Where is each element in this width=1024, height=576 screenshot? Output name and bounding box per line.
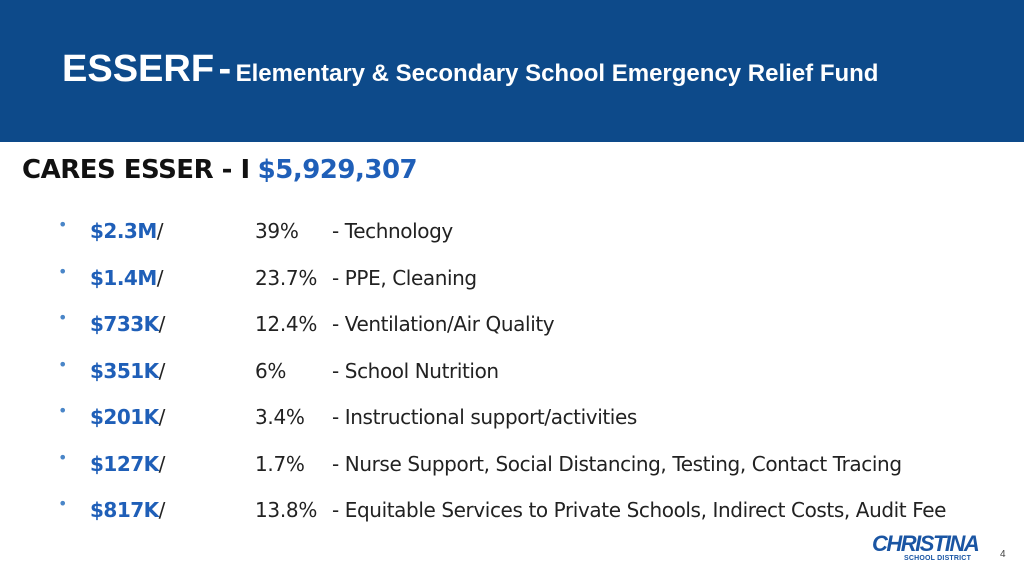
item-category: - Equitable Services to Private Schools, Indirect Costs, Audit Fee — [332, 498, 947, 522]
bullet-icon: • — [58, 308, 68, 327]
bullet-icon: • — [58, 447, 68, 467]
item-percent: 6% — [255, 358, 287, 383]
bullet-icon: • — [58, 401, 68, 420]
list-item — [0, 349, 1024, 396]
logo-subtext: SCHOOL DISTRICT — [904, 555, 972, 562]
bullet-icon: • — [58, 261, 68, 281]
title-acronym: ESSERF — [62, 48, 215, 90]
item-percent: 23.7% — [255, 265, 318, 290]
bullet-icon: • — [58, 354, 68, 374]
header-bar — [0, 0, 1024, 142]
item-percent: 39% — [255, 219, 299, 243]
item-category: - Nurse Support, Social Distancing, Testing, Contact Tracing — [332, 451, 902, 476]
district-logo — [872, 533, 988, 567]
item-category: - Ventilation/Air Quality — [332, 312, 555, 336]
logo-wordmark: CHRISTINA — [872, 531, 979, 556]
item-category: - Technology — [332, 219, 453, 243]
item-category: - PPE, Cleaning — [332, 265, 477, 290]
list-item — [0, 395, 1024, 442]
item-category: - Instructional support/activities — [332, 405, 637, 429]
item-category: - School Nutrition — [332, 358, 499, 383]
section-heading — [22, 155, 417, 185]
item-percent: 3.4% — [255, 405, 305, 429]
item-amount: $351K/ — [90, 358, 165, 383]
item-amount: $1.4M/ — [90, 265, 163, 290]
item-percent: 13.8% — [255, 498, 318, 522]
bullet-icon: • — [58, 215, 68, 234]
section-label: CARES ESSER - I — [22, 155, 250, 185]
list-item — [0, 256, 1024, 303]
item-percent: 1.7% — [255, 451, 305, 476]
list-item — [0, 302, 1024, 349]
title-separator: - — [218, 48, 232, 90]
allocation-list — [0, 209, 1024, 535]
item-amount: $2.3M/ — [90, 219, 163, 243]
page-number: 4 — [1000, 549, 1006, 560]
item-amount: $201K/ — [90, 405, 165, 429]
section-total: $5,929,307 — [257, 155, 418, 185]
slide-title — [62, 48, 878, 91]
list-item — [0, 442, 1024, 489]
list-item — [0, 488, 1024, 535]
bullet-icon: • — [58, 494, 68, 513]
item-percent: 12.4% — [255, 312, 318, 336]
item-amount: $127K/ — [90, 451, 165, 476]
item-amount: $733K/ — [90, 312, 165, 336]
list-item — [0, 209, 1024, 256]
title-subtitle: Elementary & Secondary School Emergency Relief Fund — [235, 60, 879, 87]
item-amount: $817K/ — [90, 498, 165, 522]
